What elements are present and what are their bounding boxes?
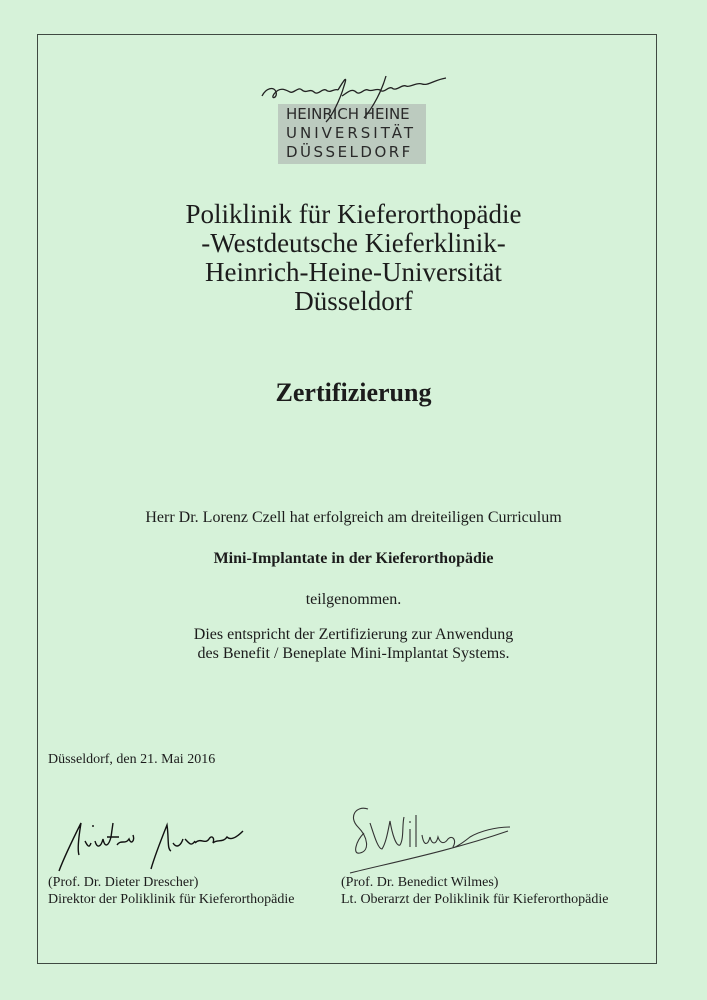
date-line: Düsseldorf, den 21. Mai 2016	[48, 752, 216, 767]
course-name: Mini-Implantate in der Kieferorthopädie	[213, 550, 494, 567]
signer-name-wilmes: (Prof. Dr. Benedict Wilmes)	[341, 875, 499, 890]
header-line-3: Heinrich-Heine-Universität	[205, 257, 502, 287]
signature-block-drescher	[48, 874, 294, 908]
signature-wilmes-icon	[330, 795, 530, 875]
signature-drescher-icon	[55, 815, 275, 875]
statement-line-1: Dies entspricht der Zertifizierung zur Anwendung	[193, 626, 514, 643]
signature-block-wilmes	[341, 874, 608, 908]
intro-text: Herr Dr. Lorenz Czell hat erfolgreich am dreiteiligen Curriculum	[145, 509, 562, 526]
signer-name-drescher: (Prof. Dr. Dieter Drescher)	[48, 875, 199, 890]
header-line-4: Düsseldorf	[294, 286, 413, 316]
header-line-1: Poliklinik für Kieferorthopädie	[185, 199, 522, 229]
header-line-2: -Westdeutsche Kieferklinik-	[201, 228, 506, 258]
logo-line-2: UNIVERSITÄT	[286, 124, 416, 142]
certificate-title: Zertifizierung	[275, 378, 432, 407]
institution-header	[0, 200, 707, 316]
logo-line-3: DÜSSELDORF	[286, 143, 413, 161]
university-logo	[256, 66, 456, 166]
signer-role-wilmes: Lt. Oberarzt der Poliklinik für Kieferorthopädie	[341, 892, 609, 907]
signer-role-drescher: Direktor der Poliklinik für Kieferorthopädie	[48, 892, 295, 907]
logo-line-1: HEINRICH HEINE	[286, 105, 410, 123]
statement-line-2: des Benefit / Beneplate Mini-Implantat Systems.	[197, 645, 510, 662]
participated-text: teilgenommen.	[305, 591, 402, 608]
